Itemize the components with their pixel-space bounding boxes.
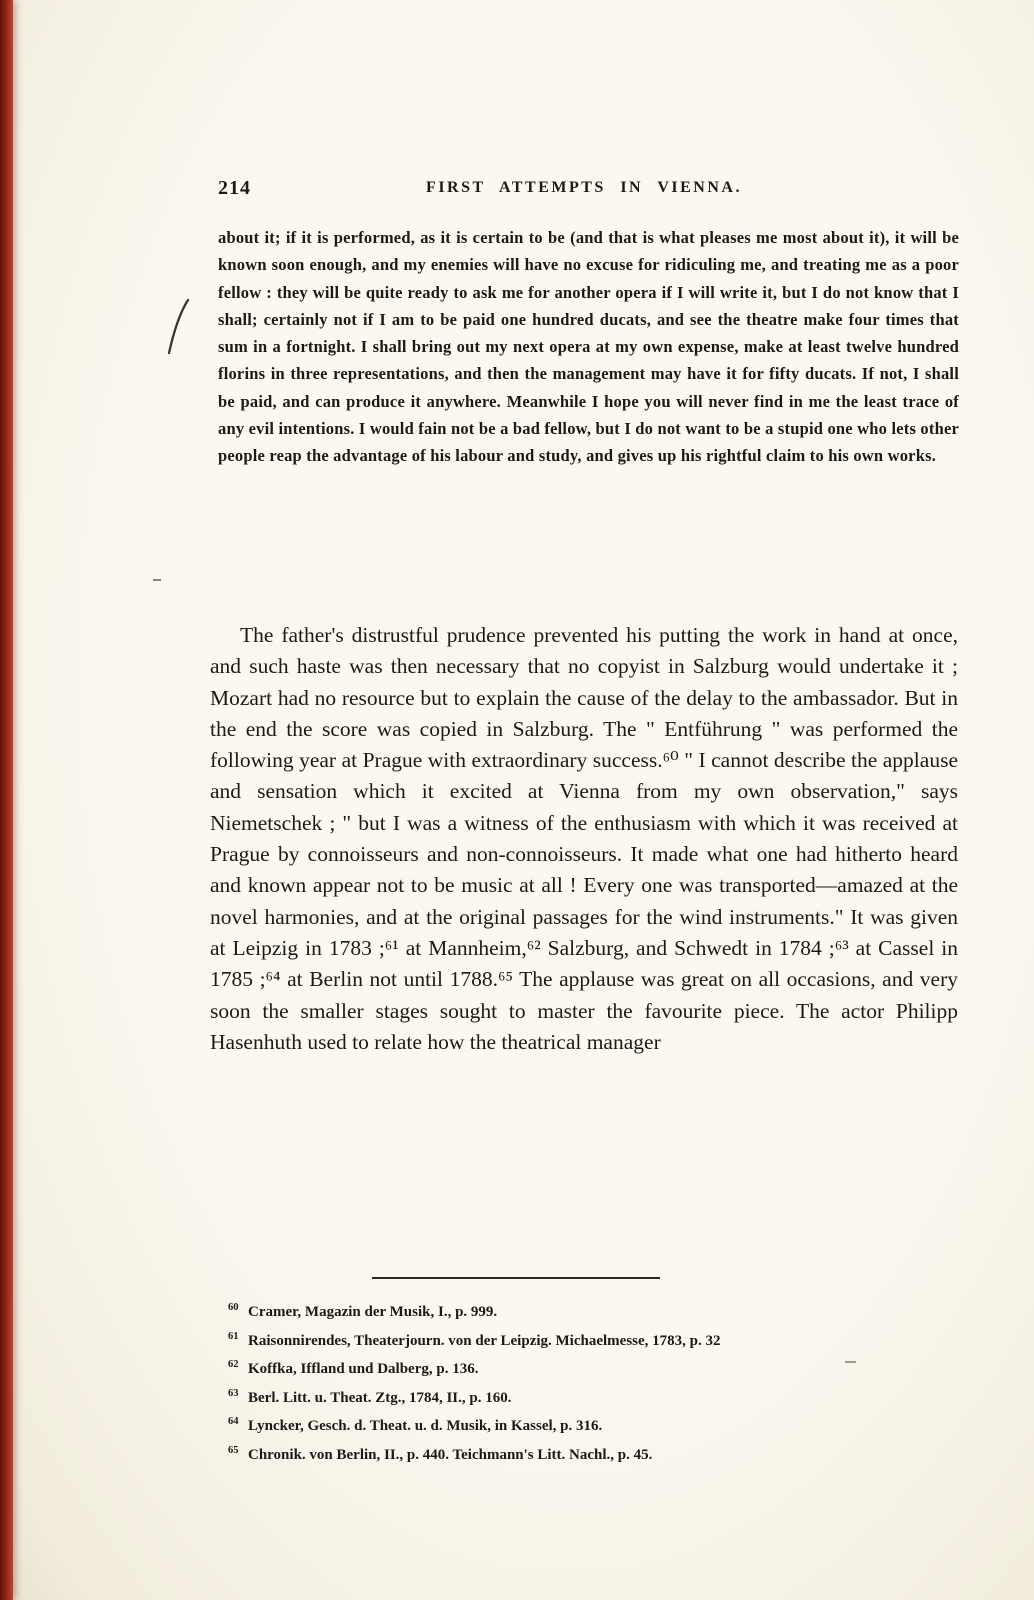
footnote-divider-rule [372,1277,660,1279]
page-header [210,176,958,202]
footnote-text: Raisonnirendes, Theaterjourn. von der Leipzig. Michaelmesse, 1783, p. 32 [248,1332,721,1349]
footnote [228,1353,960,1382]
footnote-marker: 62 [228,1359,239,1371]
footnote-text: Koffka, Iffland und Dalberg, p. 136. [248,1361,479,1378]
footnote [228,1325,960,1354]
footnote [228,1410,960,1439]
body-paragraph: The father's distrustful prudence prevented his putting the work in hand at once, and such haste was then necessary that no copyist in Salzburg would undertake it ; Mozart had no resource but to explain the cause of the delay to the ambassador. But in the end the score was copied in Salzburg. The " Entführung " was performed the following year at Prague with extraordinary success.⁶⁰ " I cannot describe the applause and sensation which it excited at Vienna from my own observation," says Niemetschek ; " but I was a witness of the enthusiasm with which it was received at Prague by connoisseurs and non-connoisseurs. It made what one had hitherto heard and known appear not to be music at all ! Every one was transported—amazed at the novel harmonies, and at the original passages for the wind instruments." It was given at Leipzig in 1783 ;⁶¹ at Mannheim,⁶² Salzburg, and Schwedt in 1784 ;⁶³ at Cassel in 1785 ;⁶⁴ at Berlin not until 1788.⁶⁵ The applause was great on all occasions, and very soon the smaller stages sought to master the favourite piece. The actor Philipp Hasenhuth used to relate how the theatrical manager [210,623,958,1054]
margin-dash-mark [153,579,161,581]
running-head: FIRST ATTEMPTS IN VIENNA. [426,179,742,196]
footnote-marker: 61 [228,1330,239,1342]
footnote-marker: 60 [228,1302,239,1313]
scan-binding-edge [0,0,13,1600]
footnote-marker: 63 [228,1387,239,1399]
footnote-text: Berl. Litt. u. Theat. Ztg., 1784, II., p. 160. [248,1389,512,1406]
handwritten-margin-mark [164,298,192,356]
footnote [228,1439,960,1468]
footnote-text: Cramer, Magazin der Musik, I., p. 999. [248,1304,498,1320]
block-quote: about it; if it is performed, as it is certain to be (and that is what pleases me most about it), it will be known soon enough, and my enemies will have no excuse for ridiculing me, and treating me as a poor fellow : they will be quite ready to ask me for another opera if I will write it, but I do not know that I shall; certainly not if I am to be paid one hundred ducats, and see the theatre make four times that sum in a fortnight. I shall bring out my next opera at my own expense, make at least twelve hundred florins in three representations, and then the management may have it for fifty ducats. If not, I shall be paid, and can produce it anywhere. Meanwhile I hope you will never find in me the least trace of any evil intentions. I would fain not be a bad fellow, but I do not want to be a stupid one who lets other people reap the advantage of his labour and study, and gives up his rightful claim to his own works. [218,228,959,466]
footnote-text: Chronik. von Berlin, II., p. 440. Teichmann's Litt. Nachl., p. 45. [248,1446,653,1463]
page-number: 214 [218,177,251,199]
footnote [228,1296,960,1325]
footnote-marker: 64 [228,1416,239,1428]
footnote [228,1382,960,1411]
footnotes-block [228,1296,960,1468]
footnote-marker: 65 [228,1444,239,1456]
stray-scan-mark [845,1361,856,1363]
footnote-text: Lyncker, Gesch. d. Theat. u. d. Musik, in Kassel, p. 316. [248,1418,603,1435]
